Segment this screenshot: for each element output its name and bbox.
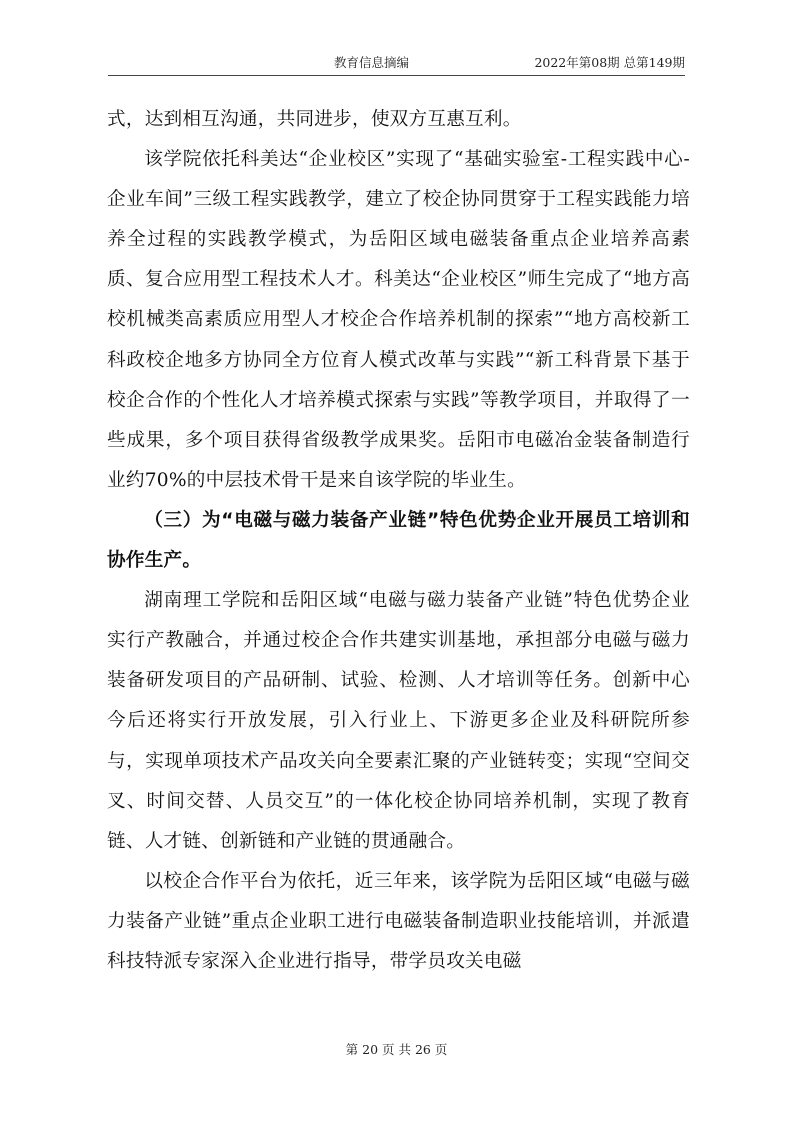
issue-number: 2022年第08期 总第149期 xyxy=(534,55,685,70)
publication-title: 教育信息摘编 xyxy=(334,55,410,70)
header-divider xyxy=(108,75,685,76)
page-header xyxy=(108,53,685,75)
paragraph-continued: 式，达到相互沟通，共同进步，使双方互惠互利。 xyxy=(107,109,522,130)
paragraph: 该学院依托科美达“企业校区”实现了“基础实验室-工程实践中心-企业车间”三级工程实践教学，建立了校企协同贯穿于工程实践能力培养全过程的实践教学模式，为岳阳区域电磁装备重点企业培养高素质、复合应用型工程技术人才。科美达“企业校区”师生完成了“地方高校机械类高素质应用型人才校企合作培养机制的探索”“地方高校新工科政校企地多方协同全方位育人模式改革与实践”“新工科背景下基于校企合作的个性化人才培养模式探索与实践”等教学项目，并取得了一些成果，多个项目获得省级教学成果奖。岳阳市电磁冶金装备制造行业约70%的中层技术骨干是来自该学院的毕业生。 xyxy=(107,149,690,491)
section-heading: （三）为“电磁与磁力装备产业链”特色优势企业开展员工培训和协作生产。 xyxy=(107,509,690,572)
paragraph: 湖南理工学院和岳阳区域“电磁与磁力装备产业链”特色优势企业实行产教融合，并通过校企合作共建实训基地，承担部分电磁与磁力装备研发项目的产品研制、试验、检测、人才培训等任务。创新中心今后还将实行开放发展，引入行业上、下游更多企业及科研院所参与，实现单项技术产品攻关向全要素汇聚的产业链转变；实现“空间交叉、时间交替、人员交互”的一体化校企协同培养机制，实现了教育链、人才链、创新链和产业链的贯通融合。 xyxy=(107,590,690,852)
paragraph: 以校企合作平台为依托，近三年来，该学院为岳阳区域“电磁与磁力装备产业链”重点企业职工进行电磁装备制造职业技能培训，并派遣科技特派专家深入企业进行指导，带学员攻关电磁 xyxy=(107,870,690,972)
article-body xyxy=(107,100,690,982)
page-footer xyxy=(0,1040,793,1058)
page-number: 第 20 页 共 26 页 xyxy=(345,1042,448,1057)
